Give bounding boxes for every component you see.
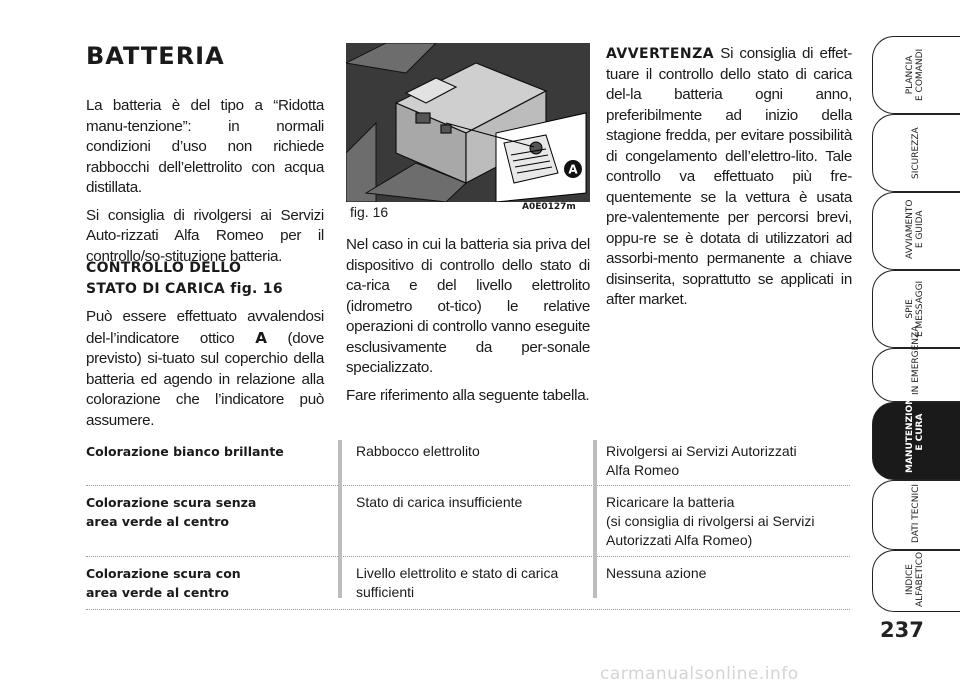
table-row: [86, 440, 850, 486]
intro-text: [86, 96, 324, 274]
figure-caption: fig. 16: [350, 204, 389, 220]
tab-dati-tecnici[interactable]: DATI TECNICI: [872, 480, 960, 550]
figure-code: A0E0127m: [522, 202, 576, 212]
callout-a-label: A: [568, 162, 578, 177]
table-cell-color: Colorazione scura senza area verde al centro: [86, 495, 257, 529]
table-row: [86, 561, 850, 610]
column-divider: [593, 440, 597, 598]
status-table: [86, 440, 850, 610]
tab-spie[interactable]: SPIE E MESSAGGI: [872, 270, 960, 348]
section-title: CONTROLLO DELLO STATO DI CARICA fig. 16: [86, 260, 283, 297]
table-cell-action: Rivolgersi ai Servizi Autorizzati Alfa Romeo: [606, 443, 797, 478]
warning-text: Si consiglia di effet-tuare il controllo dello stato di carica del-la batteria ogni anno, preferibilmente ad inizio della stagione fredda, per evitare possibilità di congelamento dell’elettro-lito. Tale controllo va effettuato più fre-quentemente se la vettura è usata pre-valentemente per percorsi brevi, oppu-re se è dotata di utilizzatori ad assorbi-mento permanente a chiave disinserita, soprattutto se applicati in after market.: [606, 45, 852, 308]
table-cell-state: Rabbocco elettrolito: [356, 443, 480, 459]
table-row: [86, 490, 850, 557]
page-title: BATTERIA: [86, 42, 225, 70]
tab-emergenza[interactable]: IN EMERGENZA: [872, 348, 960, 402]
tab-manutenzione[interactable]: MANUTENZIONE E CURA: [872, 402, 960, 480]
chapter-tabs: [872, 0, 960, 689]
battery-illustration: [346, 43, 590, 202]
middle-paragraph-2: Fare riferimento alla seguente tabella.: [346, 386, 590, 404]
table-cell-action: Nessuna azione: [606, 565, 707, 581]
intro-paragraph-1: La batteria è del tipo a “Ridotta manu-tenzione”: in normali condizioni d’uso non richiede rabbocchi dell’elettrolito con acqua distillata.: [86, 97, 324, 196]
page-number: 237: [880, 618, 924, 642]
table-cell-state: Stato di carica insufficiente: [356, 494, 523, 510]
table-cell-state: Livello elettrolito e stato di carica sufficienti: [356, 565, 559, 600]
middle-paragraph-1: Nel caso in cui la batteria sia priva del dispositivo di controllo dello stato di ca-rica e del livello elettrolito (idrometro ot-tico) le relative operazioni di controllo vanno eseguite esclusivamente da per-sonale specializzato.: [346, 236, 590, 376]
tab-indice[interactable]: INDICE ALFABETICO: [872, 550, 960, 612]
warning-label: AVVERTENZA: [606, 46, 715, 62]
intro-paragraph-2: Si consiglia di rivolgersi ai Servizi Auto-rizzati Alfa Romeo per il controllo/so-stituzione batteria.: [86, 206, 324, 265]
battery-figure: [346, 43, 590, 202]
column-divider: [338, 440, 342, 598]
tab-plancia[interactable]: PLANCIA E COMANDI: [872, 36, 960, 114]
tab-sicurezza[interactable]: SICUREZZA: [872, 114, 960, 192]
table-cell-color: Colorazione bianco brillante: [86, 444, 284, 459]
warning-box: [606, 44, 852, 318]
tab-avviamento[interactable]: AVVIAMENTO E GUIDA: [872, 192, 960, 270]
watermark: carmanualsonline.info: [600, 664, 799, 684]
middle-text: [346, 235, 590, 413]
section-paragraph: Può essere effettuato avvalendosi del-l’indicatore ottico A (dove previsto) si-tuato sul coperchio della batteria ed agendo in relazione alla colorazione che l’indicatore può assumere.: [86, 308, 324, 429]
table-cell-color: Colorazione scura con area verde al centro: [86, 566, 241, 600]
table-cell-action: Ricaricare la batteria (si consiglia di rivolgersi ai Servizi Autorizzati Alfa Romeo): [606, 494, 815, 548]
